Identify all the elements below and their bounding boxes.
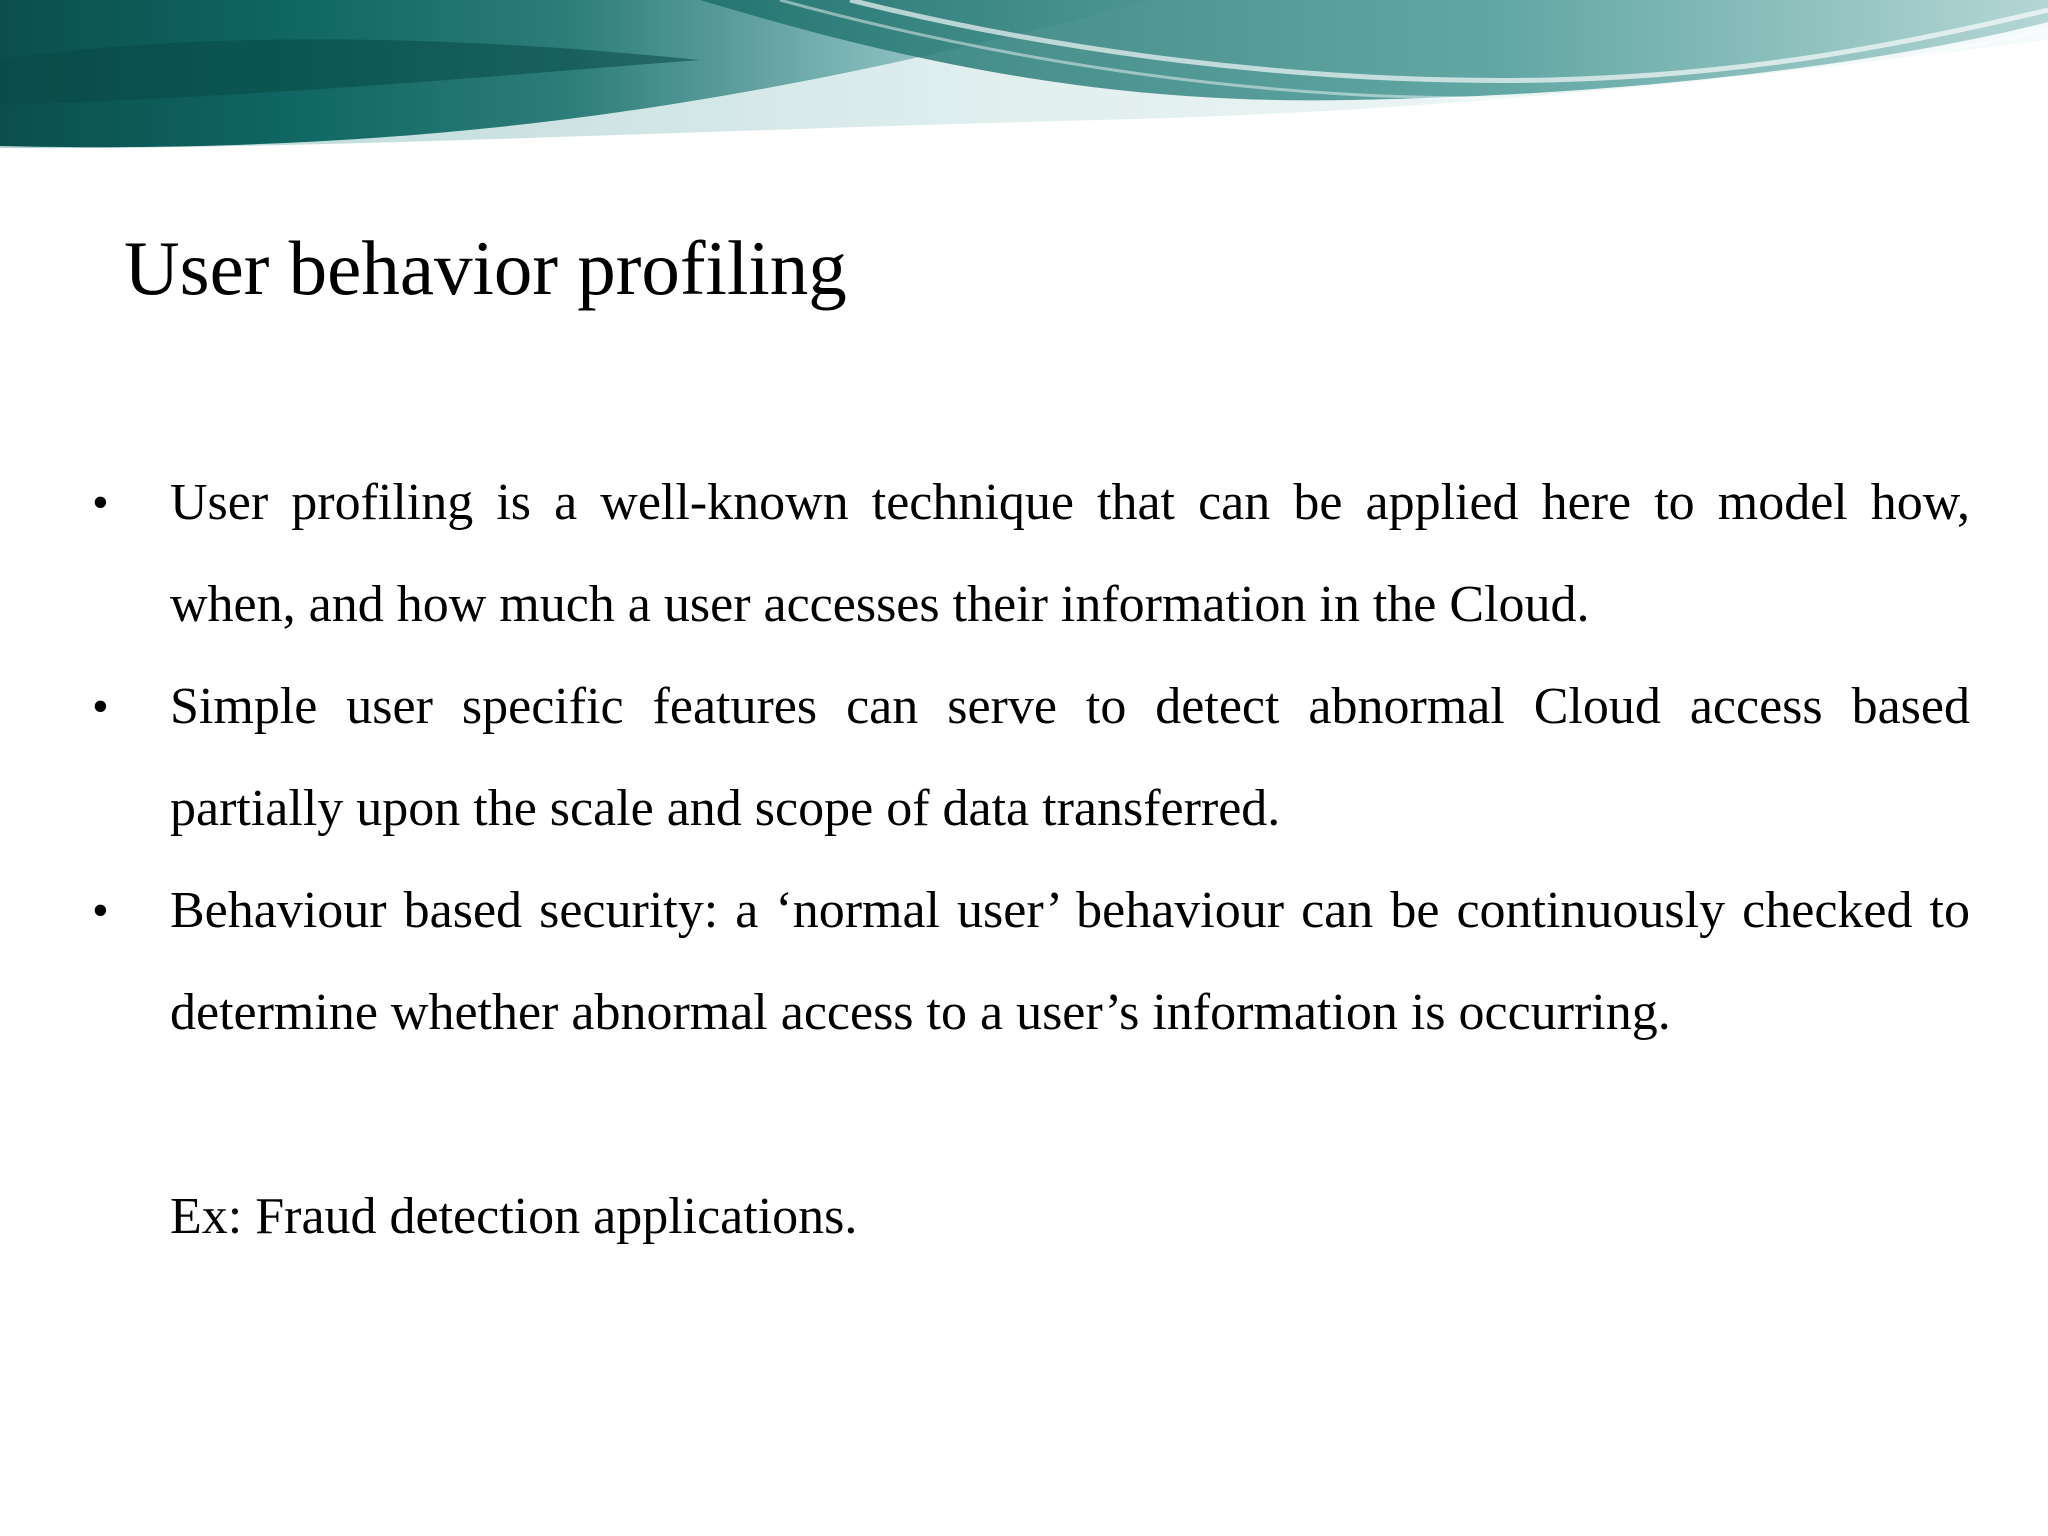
bullet-dot-icon: • (92, 476, 109, 529)
bullet-item (92, 656, 1970, 860)
bullet-dot-icon: • (92, 680, 109, 733)
bullet-text: Simple user specific features can serve to detect abnormal Cloud access based partially upon the scale and scope of data transferred. (170, 678, 1970, 837)
slide-title: User behavior profiling (124, 225, 847, 311)
bullet-text: Behaviour based security: a ‘normal user’ behaviour can be continuously checked to determine whether abnormal access to a user’s information is occurring. (170, 882, 1970, 1041)
bullet-item (92, 860, 1970, 1064)
bullet-text: User profiling is a well-known technique that can be applied here to model how, when, and how much a user accesses their information in the Cloud. (170, 474, 1970, 633)
bullet-item (92, 452, 1970, 656)
bullet-dot-icon: • (92, 884, 109, 937)
example-text: Ex: Fraud detection applications. (170, 1188, 858, 1245)
